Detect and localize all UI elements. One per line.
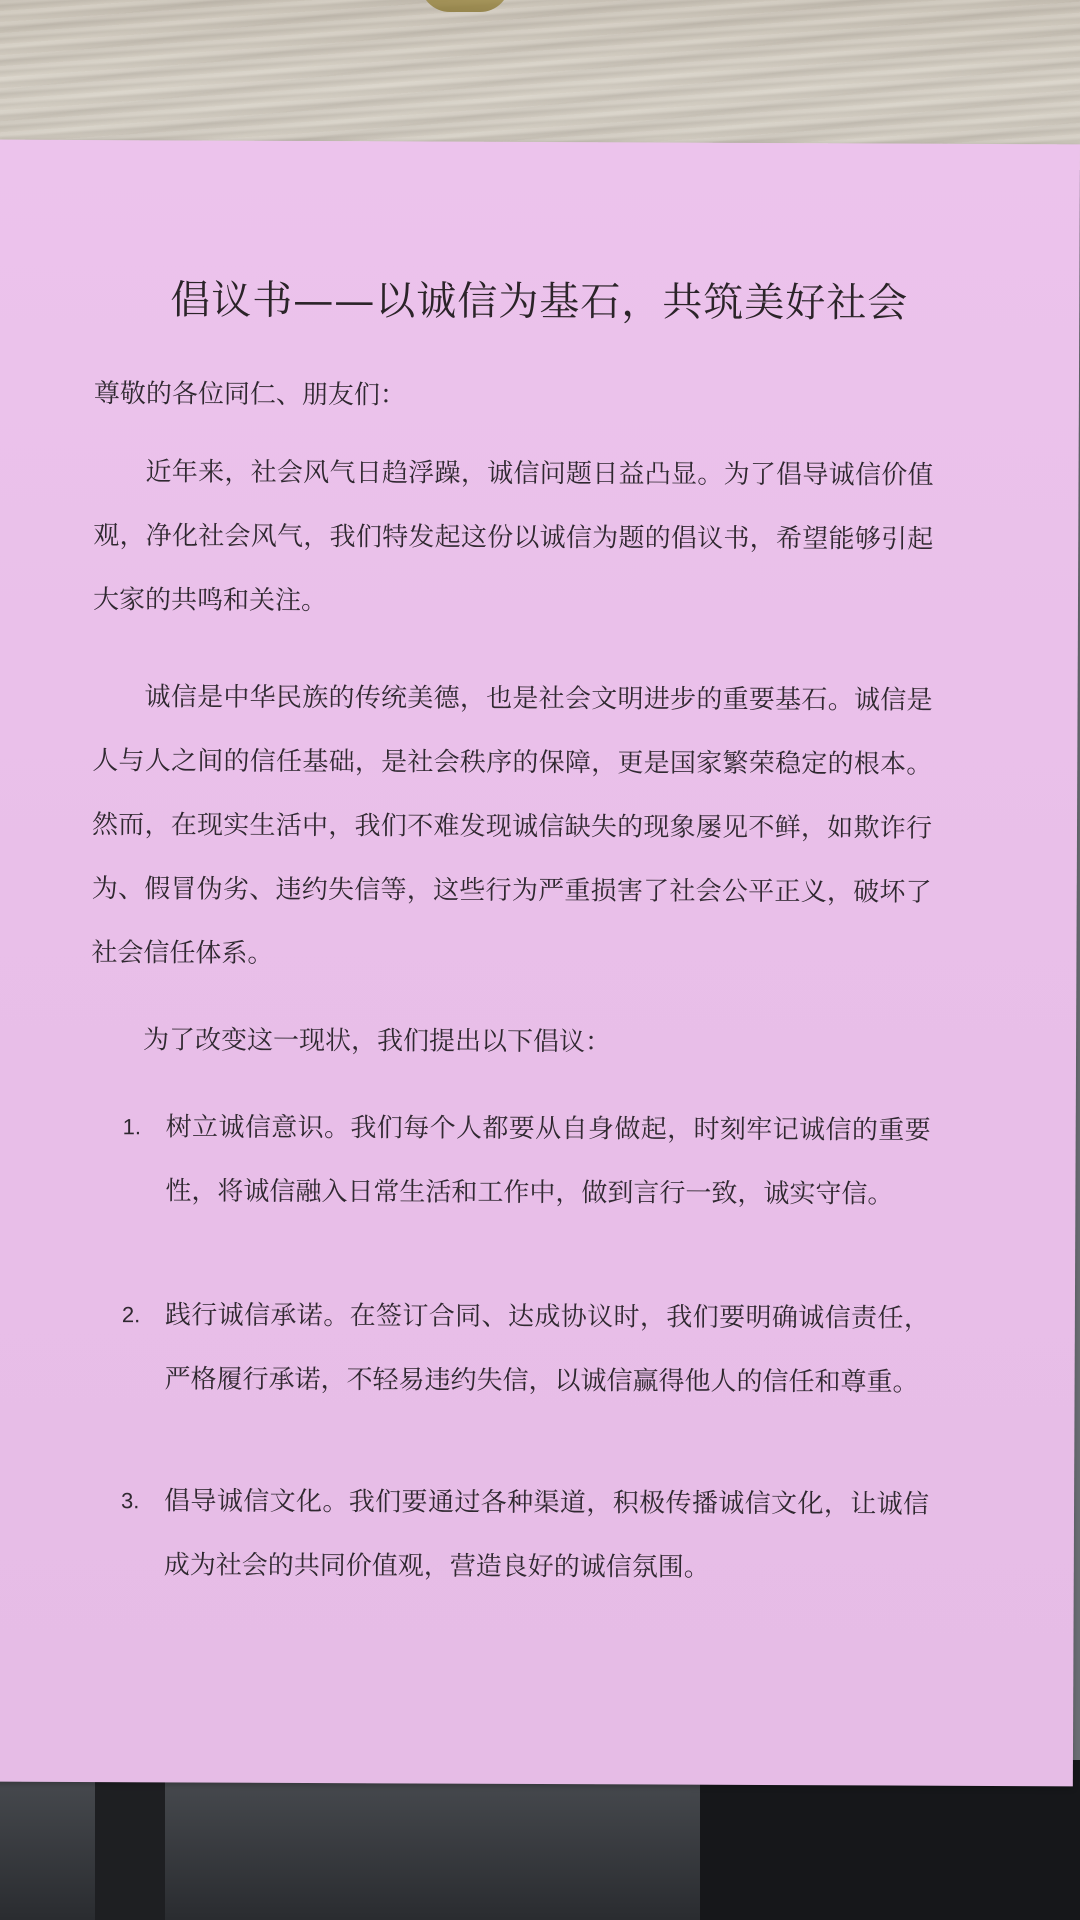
paragraph-integrity: 诚信是中华民族的传统美德，也是社会文明进步的重要基石。诚信是人与人之间的信任基础，是社会秩序的保障，更是国家繁荣稳定的根本。然而，在现实生活中，我们不难发现诚信缺失的现象屡见不鲜，如欺诈行为、假冒伪劣、违约失信等，这些行为严重损害了社会公平正义，破坏了社会信任体系。 xyxy=(91,682,933,969)
paragraph-proposal-lead: 为了改变这一现状，我们提出以下倡议： xyxy=(143,1025,612,1058)
list-item-text: 践行诚信承诺。在签订合同、达成协议时，我们要明确诚信责任，严格履行承诺，不轻易违约失信，以诚信赢得他人的信任和尊重。 xyxy=(164,1300,930,1398)
list-item-text: 树立诚信意识。我们每个人都要从自身做起，时刻牢记诚信的重要性，将诚信融入日常生活和工作中，做到言行一致，诚实守信。 xyxy=(165,1112,931,1210)
greeting: 尊敬的各位同仁、朋友们： xyxy=(93,379,406,411)
list-item-number: 1. xyxy=(122,1114,142,1140)
list-item-number: 3. xyxy=(121,1488,140,1514)
list-item xyxy=(89,1469,930,1601)
paragraph-intro: 近年来，社会风气日趋浮躁，诚信问题日益凸显。为了倡导诚信价值观，净化社会风气，我们特发起这份以诚信为题的倡议书，希望能够引起大家的共鸣和关注。 xyxy=(92,457,934,617)
list-item xyxy=(89,1283,930,1415)
pink-paper-sheet xyxy=(0,140,1080,1787)
list-item-number: 2. xyxy=(121,1302,141,1328)
list-item xyxy=(90,1095,931,1227)
coin-object xyxy=(420,0,510,12)
dark-object xyxy=(95,1780,165,1920)
list-item-text: 倡导诚信文化。我们要通过各种渠道，积极传播诚信文化，让诚信成为社会的共同价值观，营造良好的诚信氛围。 xyxy=(163,1486,930,1583)
document-title: 倡议书——以诚信为基石，共筑美好社会 xyxy=(170,277,909,327)
